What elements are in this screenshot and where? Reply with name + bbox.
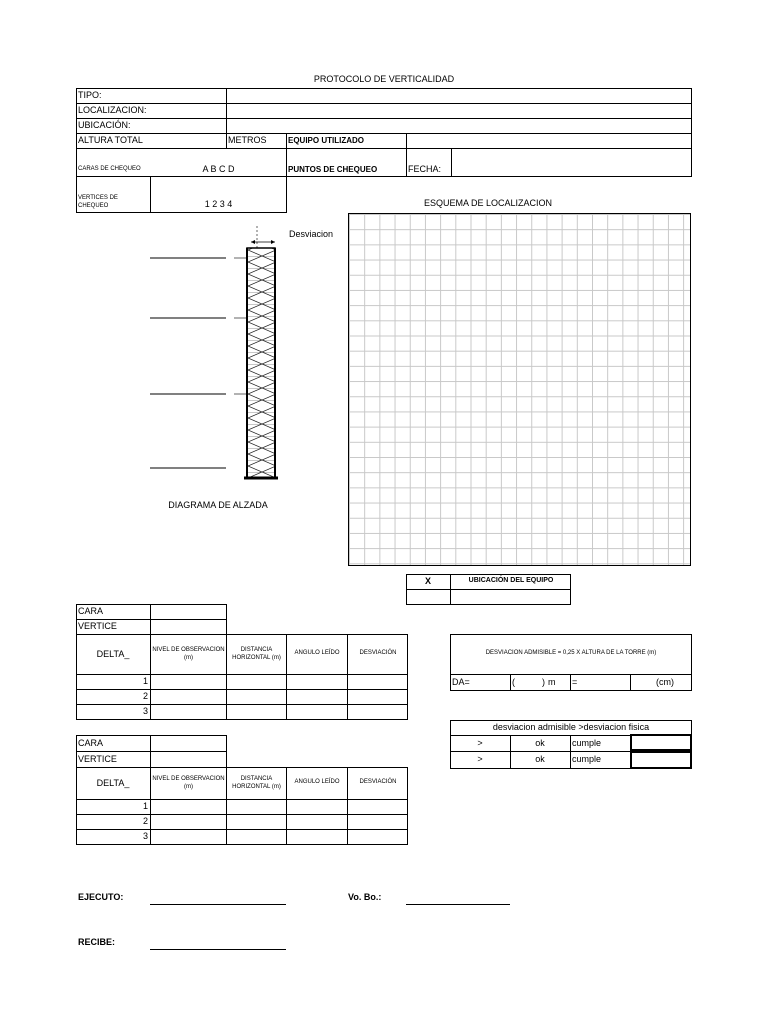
document-title: PROTOCOLO DE VERTICALIDAD: [313, 74, 455, 84]
ok-label: ok: [535, 738, 545, 748]
greater-than: >: [477, 738, 483, 748]
da-result-field[interactable]: [580, 676, 628, 689]
ok-label: ok: [535, 754, 545, 764]
x-label: X: [424, 576, 431, 586]
altura-total-label: ALTURA TOTAL: [78, 135, 143, 145]
fecha-label: FECHA:: [408, 164, 442, 174]
column-header: ANGULO LEÍDO: [294, 650, 340, 656]
vobo-label: Vo. Bo.:: [348, 892, 382, 902]
ubicacion-label: UBICACIÓN:: [78, 120, 131, 130]
greater-than: >: [477, 754, 483, 764]
vertices-values: 1 2 3 4: [204, 199, 233, 209]
ejecuto-signature-line[interactable]: [150, 904, 286, 905]
row-number: 1: [142, 676, 148, 686]
desviacion-label: Desviacion: [289, 229, 334, 239]
vertice-label: VERTICE: [78, 621, 117, 631]
column-header: DISTANCIA HORIZONTAL (m): [232, 647, 281, 661]
localizacion-label: LOCALIZACION:: [78, 105, 147, 115]
puntos-chequeo-label: PUNTOS DE CHEQUEO: [288, 165, 378, 174]
meters-unit: m: [548, 677, 556, 687]
da-label: DA=: [452, 677, 470, 687]
cumple-label: cumple: [572, 738, 602, 748]
recibe-signature-line[interactable]: [150, 949, 286, 950]
equipo-utilizado-field[interactable]: [408, 135, 690, 147]
cara-label: CARA: [78, 738, 104, 748]
cara-label: CARA: [78, 606, 104, 616]
metros-label: METROS: [228, 135, 267, 145]
row-number: 3: [142, 706, 148, 716]
vertice-label: VERTICE: [78, 754, 117, 764]
admissible-formula: DESVIACION ADMISIBLE = 0,25 X ALTURA DE LA TORRE (m): [485, 650, 657, 656]
row-number: 2: [142, 816, 148, 826]
schema-title: ESQUEMA DE LOCALIZACION: [423, 198, 553, 208]
equipo-utilizado-label: EQUIPO UTILIZADO: [288, 136, 364, 145]
tower-elevation-diagram: [150, 220, 340, 490]
result-box[interactable]: [630, 751, 692, 769]
row-number: 2: [142, 691, 148, 701]
ubicacion-equipo-label: UBICACIÓN DEL EQUIPO: [468, 577, 554, 584]
recibe-label: RECIBE:: [78, 937, 116, 947]
diagram-caption: DIAGRAMA DE ALZADA: [168, 500, 268, 510]
cara-field[interactable]: [151, 605, 226, 618]
column-header: NIVEL DE OBSERVACION (m): [152, 776, 225, 790]
column-header: DISTANCIA HORIZONTAL (m): [232, 776, 281, 790]
row-number: 1: [142, 801, 148, 811]
caras-chequeo-label: CARAS DE CHEQUEO: [78, 166, 141, 172]
result-box[interactable]: [630, 734, 692, 751]
column-header: ANGULO LEÍDO: [294, 779, 340, 785]
cara-field[interactable]: [151, 736, 226, 750]
cumple-label: cumple: [572, 754, 602, 764]
caras-values: A B C D: [202, 164, 235, 174]
tipo-label: TIPO:: [78, 90, 102, 100]
x-field[interactable]: [407, 590, 450, 604]
location-grid[interactable]: [348, 213, 691, 566]
column-header: DESVIACIÓN: [359, 650, 397, 656]
comparison-header: desviacion admisible >desviacion fisica: [492, 722, 650, 732]
vertice-field[interactable]: [151, 752, 226, 767]
delta-label: DELTA_: [96, 649, 130, 659]
vertices-chequeo-label: VERTICES DE CHEQUEO: [78, 195, 118, 209]
cm-unit: (cm): [656, 677, 674, 687]
vertice-field[interactable]: [151, 620, 226, 634]
paren-open: (: [512, 677, 515, 687]
delta-label: DELTA_: [96, 778, 130, 788]
ejecuto-label: EJECUTO:: [78, 892, 124, 902]
fecha-field[interactable]: [453, 150, 690, 176]
column-header: DESVIACIÓN: [359, 779, 397, 785]
ubicacion-equipo-field[interactable]: [451, 590, 570, 604]
ubicacion-field[interactable]: [228, 120, 690, 132]
localizacion-field[interactable]: [228, 105, 690, 117]
equals-sign: =: [572, 677, 578, 687]
paren-close: ): [542, 677, 545, 687]
height-field[interactable]: [517, 676, 541, 689]
column-header: NIVEL DE OBSERVACION (m): [152, 647, 225, 661]
vobo-signature-line[interactable]: [406, 904, 510, 905]
row-number: 3: [142, 831, 148, 841]
tipo-field[interactable]: [228, 90, 690, 102]
